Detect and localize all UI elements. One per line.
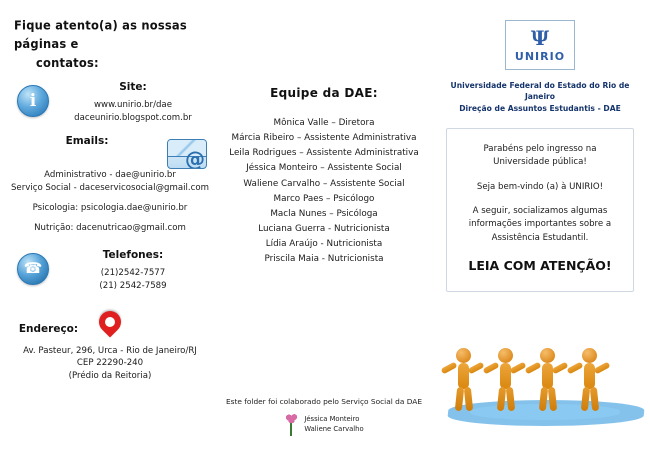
list-item: Mônica Valle – Diretora — [273, 118, 375, 128]
credits-block — [218, 414, 430, 436]
info-circle-icon: i — [10, 81, 56, 117]
phone-2[interactable]: (21) 2542-7589 — [99, 280, 167, 291]
address-line-2: CEP 22290-240 — [76, 358, 144, 369]
list-item: Jéssica Monteiro – Assistente Social — [246, 163, 402, 174]
credit-name-2: Waliene Carvalho — [304, 425, 364, 433]
list-item: Luciana Guerra - Nutricionista — [258, 223, 390, 234]
email-servico-social[interactable]: Serviço Social - daceservicosocial@gmail.com — [10, 183, 210, 194]
welcome-message-box — [446, 128, 634, 292]
person-figure — [490, 348, 522, 414]
person-figure — [574, 348, 606, 414]
welcome-paragraph-2: Seja bem-vindo (a) à UNIRIO! — [476, 181, 604, 192]
folder-credit-note: Este folder foi colaborado pelo Serviço Social da DAE — [225, 397, 423, 406]
email-psicologia[interactable]: Psicologia: psicologia.dae@unirio.br — [32, 203, 188, 213]
university-line-1: Universidade Federal do Estado do Rio de Janeiro — [450, 81, 630, 102]
contacts-heading-line1: Fique atento(a) as nossas páginas e — [14, 17, 187, 52]
team-column — [218, 0, 430, 450]
list-item: Leila Rodrigues – Assistente Administrativa — [229, 148, 419, 159]
people-holding-hands-illustration — [442, 336, 642, 428]
address-heading: Endereço: — [18, 322, 79, 335]
address-line-3: (Prédio da Reitoria) — [68, 371, 152, 382]
site-block — [10, 81, 210, 125]
list-item: Lídia Araújo - Nutricionista — [265, 239, 383, 249]
contacts-heading-line2: contatos: — [36, 55, 99, 70]
phone-1[interactable]: (21)2542-7577 — [100, 267, 166, 278]
telephone-icon: ☎ — [10, 249, 56, 285]
credit-name-1: Jéssica Monteiro — [304, 415, 360, 424]
list-item: Márcia Ribeiro – Assistente Administrativa — [231, 133, 417, 144]
unirio-logo-mark: Ψ — [530, 25, 550, 50]
welcome-paragraph-3: A seguir, socializamos algumas informações importantes sobre a Assistência Estudantil. — [468, 206, 612, 243]
team-list — [224, 116, 424, 267]
welcome-column — [430, 0, 650, 450]
person-figure — [448, 348, 480, 414]
attention-callout: LEIA COM ATENÇÃO! — [468, 258, 612, 274]
site-url-2[interactable]: daceunirio.blogspot.com.br — [74, 113, 192, 124]
unirio-logo — [440, 20, 640, 70]
phones-heading: Telefones: — [102, 248, 164, 261]
list-item: Priscila Maia - Nutricionista — [264, 254, 384, 265]
welcome-paragraph-1: Parabéns pelo ingresso na Universidade pública! — [483, 144, 597, 168]
phones-block — [10, 249, 210, 293]
team-heading: Equipe da DAE: — [270, 86, 378, 100]
list-item: Marco Paes – Psicólogo — [273, 193, 375, 204]
site-url-1[interactable]: www.unirio.br/dae — [94, 100, 172, 111]
unirio-logo-text: UNIRIO — [514, 49, 566, 63]
email-administrativo[interactable]: Administrativo - dae@unirio.br — [44, 170, 176, 181]
list-item: Waliene Carvalho – Assistente Social — [243, 178, 405, 189]
map-pin-icon — [87, 307, 133, 345]
university-line-2: Direção de Assuntos Estudantis - DAE — [459, 103, 621, 113]
contacts-heading — [14, 17, 210, 73]
university-name — [440, 80, 640, 114]
list-item: Macla Nunes – Psicóloga — [270, 208, 378, 219]
contacts-column — [0, 0, 218, 450]
emails-block — [10, 135, 210, 235]
person-figure — [532, 348, 564, 414]
address-line-1: Av. Pasteur, 296, Urca - Rio de Janeiro/RJ — [23, 345, 197, 356]
email-nutricao[interactable]: Nutrição: dacenutricao@gmail.com — [34, 222, 186, 233]
site-heading: Site: — [119, 81, 147, 94]
address-block — [10, 307, 210, 384]
emails-heading: Emails: — [65, 135, 109, 148]
flower-icon — [284, 414, 300, 436]
email-at-icon — [164, 135, 210, 169]
